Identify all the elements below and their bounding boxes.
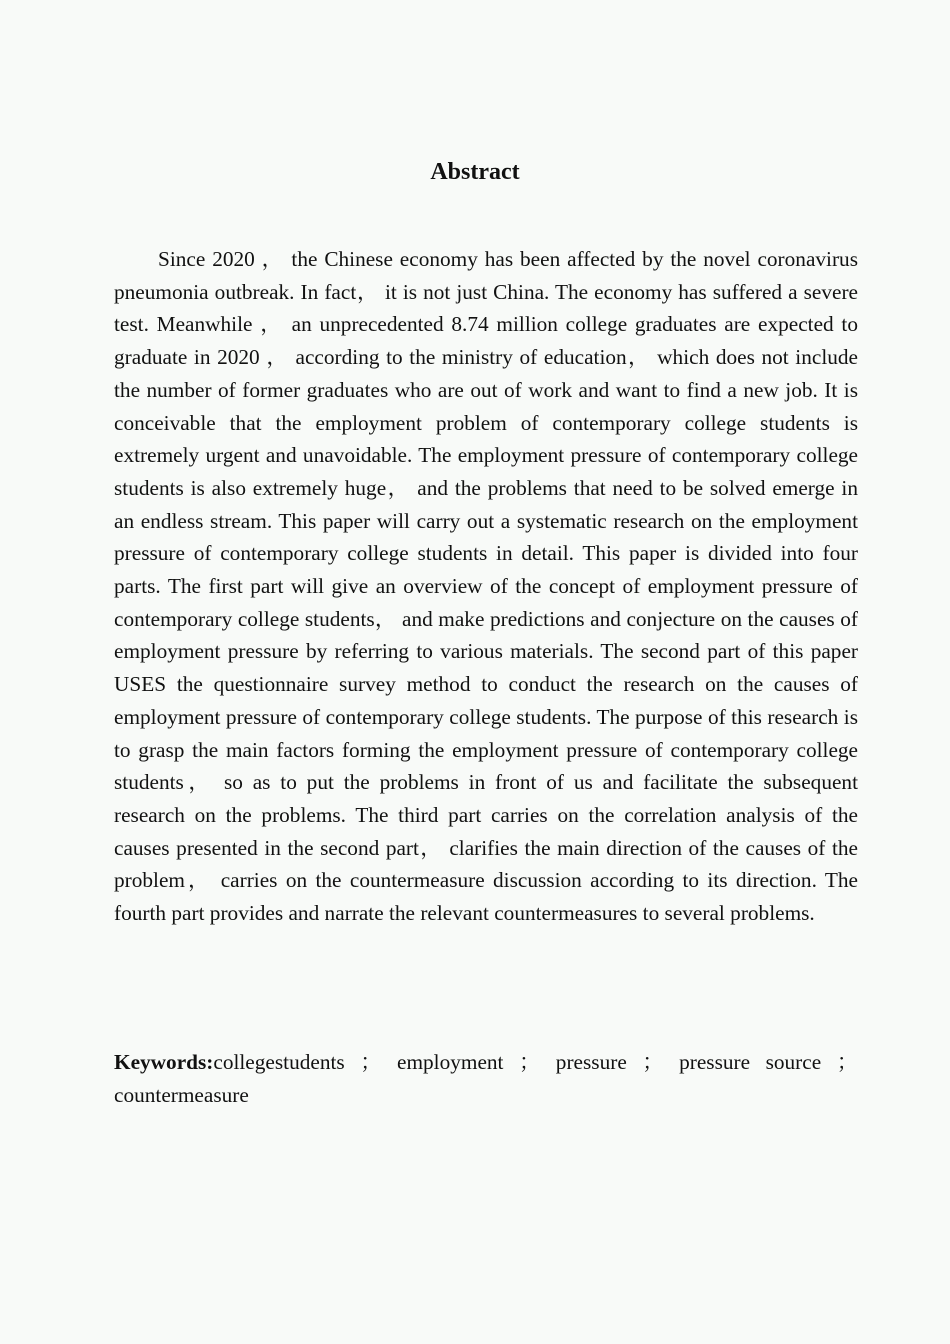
keywords-label: Keywords:	[114, 1050, 214, 1074]
keywords-list: collegestudents ； employment ； pressure ； pressure source ； countermeasure	[114, 1050, 858, 1107]
keywords-line	[114, 1046, 858, 1111]
abstract-title: Abstract	[430, 159, 520, 185]
abstract-paragraph: Since 2020 ， the Chinese economy has been affected by the novel coronavirus pneumonia outbreak. In fact， it is not just China. The economy has suffered a severe test. Meanwhile ， an unprecedented 8.74 million college graduates are expected to graduate in 2020 ， according to the ministry of education， which does not include the number of former graduates who are out of work and want to find a new job. It is conceivable that the employment problem of contemporary college students is extremely urgent and unavoidable. The employment pressure of contemporary college students is also extremely huge， and the problems that need to be solved emerge in an endless stream. This paper will carry out a systematic research on the employment pressure of contemporary college students in detail. This paper is divided into four parts. The first part will give an overview of the concept of employment pressure of contemporary college students， and make predictions and conjecture on the causes of employment pressure by referring to various materials. The second part of this paper USES the questionnaire survey method to conduct the research on the causes of employment pressure of contemporary college students. The purpose of this research is to grasp the main factors forming the employment pressure of contemporary college students， so as to put the problems in front of us and facilitate the subsequent research on the problems. The third part carries on the correlation analysis of the causes presented in the second part， clarifies the main direction of the causes of the problem， carries on the countermeasure discussion according to its direction. The fourth part provides and narrate the relevant countermeasures to several problems.	[114, 247, 858, 926]
